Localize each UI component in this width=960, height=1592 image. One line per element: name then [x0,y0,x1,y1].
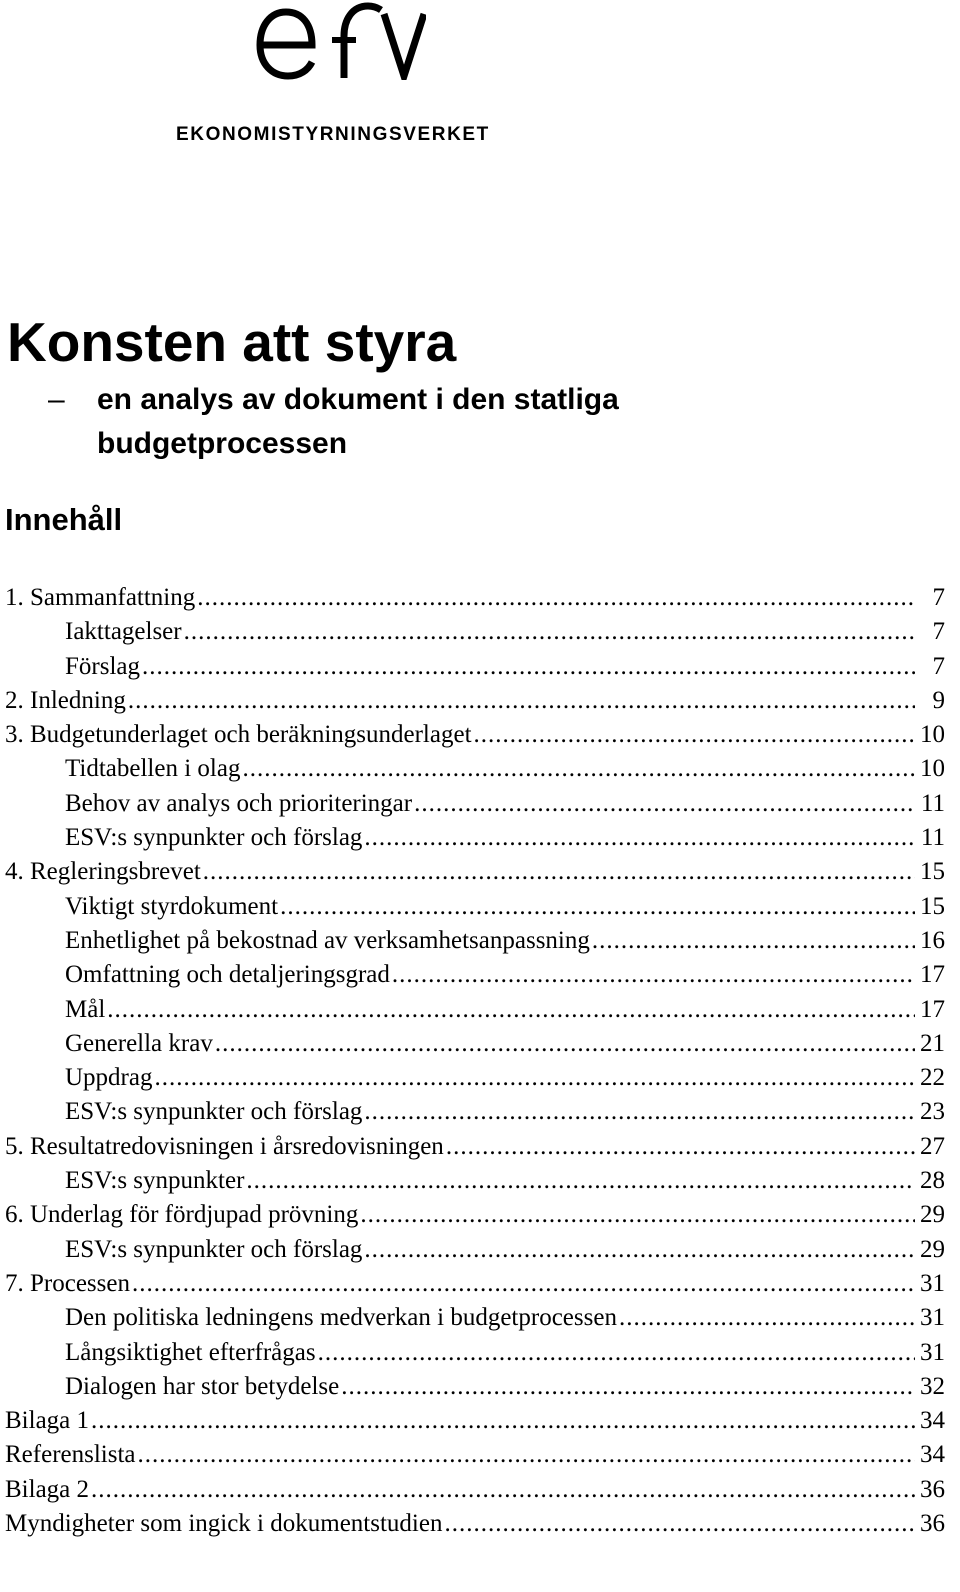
toc-dot-leader [246,1164,915,1198]
toc-entry[interactable] [0,958,945,992]
toc-entry[interactable] [0,855,945,889]
toc-entry-label: Bilaga 1 [5,1407,90,1435]
toc-entry-label: 2. Inledning [5,686,126,714]
toc-entry-label: Tidtabellen i olag [65,755,241,783]
toc-dot-leader [91,1473,915,1507]
toc-entry-page: 7 [932,652,945,680]
toc-entry-label: Dialogen har stor betydelse [65,1372,340,1400]
toc-entry[interactable] [0,890,945,924]
toc-entry-page: 34 [920,1407,945,1435]
toc-dot-leader [107,993,915,1027]
toc-entry-page: 7 [932,618,945,646]
toc-entry-page: 29 [920,1235,945,1263]
esv-logo [176,0,506,150]
toc-entry-label: Iakttagelser [65,618,182,646]
toc-dot-leader [364,1095,915,1129]
toc-entry-page: 36 [920,1475,945,1503]
toc-entry-label: 6. Underlag för fördjupad prövning [5,1201,359,1229]
toc-dot-leader [91,1404,915,1438]
toc-entry[interactable] [0,650,945,684]
toc-entry-page: 17 [920,961,945,989]
toc-dot-leader [592,924,915,958]
toc-entry-page: 31 [920,1269,945,1297]
toc-entry-label: 1. Sammanfattning [5,584,196,611]
toc-entry-label: Generella krav [65,1029,213,1057]
toc-entry[interactable] [0,1336,945,1370]
toc-entry[interactable] [0,1370,945,1404]
toc-dot-leader [132,1267,915,1301]
toc-entry[interactable] [0,718,945,752]
toc-entry-label: Mål [65,995,106,1023]
esv-logo-mark [256,0,426,80]
toc-entry[interactable] [0,1301,945,1335]
toc-entry-page: 11 [920,824,945,852]
document-subtitle: en analys av dokument i den statliga budgetprocessen [97,383,619,460]
toc-entry-page: 7 [932,584,945,611]
toc-entry-label: Viktigt styrdokument [65,892,279,920]
toc-entry-page: 27 [920,1132,945,1160]
toc-entry[interactable] [0,1267,945,1301]
toc-entry[interactable] [0,1164,945,1198]
toc-entry-label: Referenslista [5,1441,136,1469]
toc-entry[interactable] [0,821,945,855]
toc-dot-leader [364,1233,915,1267]
toc-entry[interactable] [0,1404,945,1438]
toc-dot-leader [128,684,915,718]
toc-dot-leader [474,718,915,752]
toc-entry-page: 10 [920,721,945,749]
toc-entry[interactable] [0,1095,945,1129]
toc-entry-page: 15 [920,858,945,886]
toc-entry-label: 5. Resultatredovisningen i årsredovisningen [5,1132,444,1160]
toc-entry-label: 3. Budgetunderlaget och beräkningsunderlaget [5,721,472,749]
toc-entry-label: Omfattning och detaljeringsgrad [65,961,390,989]
toc-entry[interactable] [0,993,945,1027]
toc-entry-page: 31 [920,1304,945,1332]
toc-entry[interactable] [0,752,945,786]
toc-entry-page: 32 [920,1372,945,1400]
toc-dot-leader [184,615,915,649]
toc-entry[interactable] [0,1130,945,1164]
toc-dot-leader [341,1370,915,1404]
toc-entry-label: Enhetlighet på bekostnad av verksamhetsanpassning [65,926,590,954]
toc-entry-page: 9 [932,686,945,714]
toc-dot-leader [446,1130,915,1164]
toc-entry-label: Behov av analys och prioriteringar [65,789,413,817]
toc-dot-leader [197,581,915,615]
toc-entry-label: 4. Regleringsbrevet [5,858,201,886]
toc-entry-label: Uppdrag [65,1064,153,1092]
toc-entry-label: ESV:s synpunkter och förslag [65,824,363,852]
toc-entry-label: ESV:s synpunkter [65,1167,245,1195]
toc-entry-label: Myndigheter som ingick i dokumentstudien [5,1510,443,1538]
logo-text: EKONOMISTYRNINGSVERKET [176,124,490,145]
toc-entry-page: 31 [920,1338,945,1366]
toc-entry[interactable] [0,581,945,615]
toc-dot-leader [215,1027,915,1061]
toc-entry[interactable] [0,1473,945,1507]
toc-dot-leader [364,821,915,855]
toc-entry[interactable] [0,684,945,718]
subtitle-dash: – [48,383,65,416]
toc-dot-leader [392,958,915,992]
toc-dot-leader [619,1301,915,1335]
toc-dot-leader [138,1438,915,1472]
toc-entry[interactable] [0,924,945,958]
toc-entry-page: 34 [920,1441,945,1469]
toc-entry-label: Förslag [65,652,140,680]
toc-dot-leader [280,890,915,924]
toc-dot-leader [242,752,915,786]
toc-entry[interactable] [0,1507,945,1541]
toc-entry-page: 21 [920,1029,945,1057]
toc-entry-page: 11 [920,789,945,817]
toc-entry-page: 29 [920,1201,945,1229]
toc-entry[interactable] [0,1027,945,1061]
toc-entry[interactable] [0,1198,945,1232]
toc-entry-label: 7. Processen [5,1269,130,1297]
toc-entry-label: Den politiska ledningens medverkan i budgetprocessen [65,1304,617,1332]
toc-entry-label: Bilaga 2 [5,1475,90,1503]
toc-entry-page: 22 [920,1064,945,1092]
toc-dot-leader [203,855,915,889]
toc-entry[interactable] [0,1061,945,1095]
table-of-contents [0,581,945,1541]
toc-entry[interactable] [0,615,945,649]
toc-entry[interactable] [0,1438,945,1472]
toc-entry[interactable] [0,1233,945,1267]
toc-entry-page: 28 [920,1167,945,1195]
toc-entry-page: 17 [920,995,945,1023]
toc-entry-page: 23 [920,1098,945,1126]
toc-dot-leader [154,1061,915,1095]
toc-entry-page: 10 [920,755,945,783]
toc-entry-page: 15 [920,892,945,920]
toc-dot-leader [142,650,915,684]
toc-dot-leader [318,1336,915,1370]
toc-entry-label: Långsiktighet efterfrågas [65,1338,316,1366]
document-title: Konsten att styra [7,311,457,373]
toc-entry-page: 36 [920,1510,945,1538]
toc-dot-leader [444,1507,915,1541]
toc-entry-label: ESV:s synpunkter och förslag [65,1098,363,1126]
toc-entry[interactable] [0,787,945,821]
toc-entry-page: 16 [920,926,945,954]
toc-dot-leader [414,787,915,821]
toc-dot-leader [360,1198,915,1232]
toc-heading: Innehåll [5,502,123,537]
toc-entry-label: ESV:s synpunkter och förslag [65,1235,363,1263]
